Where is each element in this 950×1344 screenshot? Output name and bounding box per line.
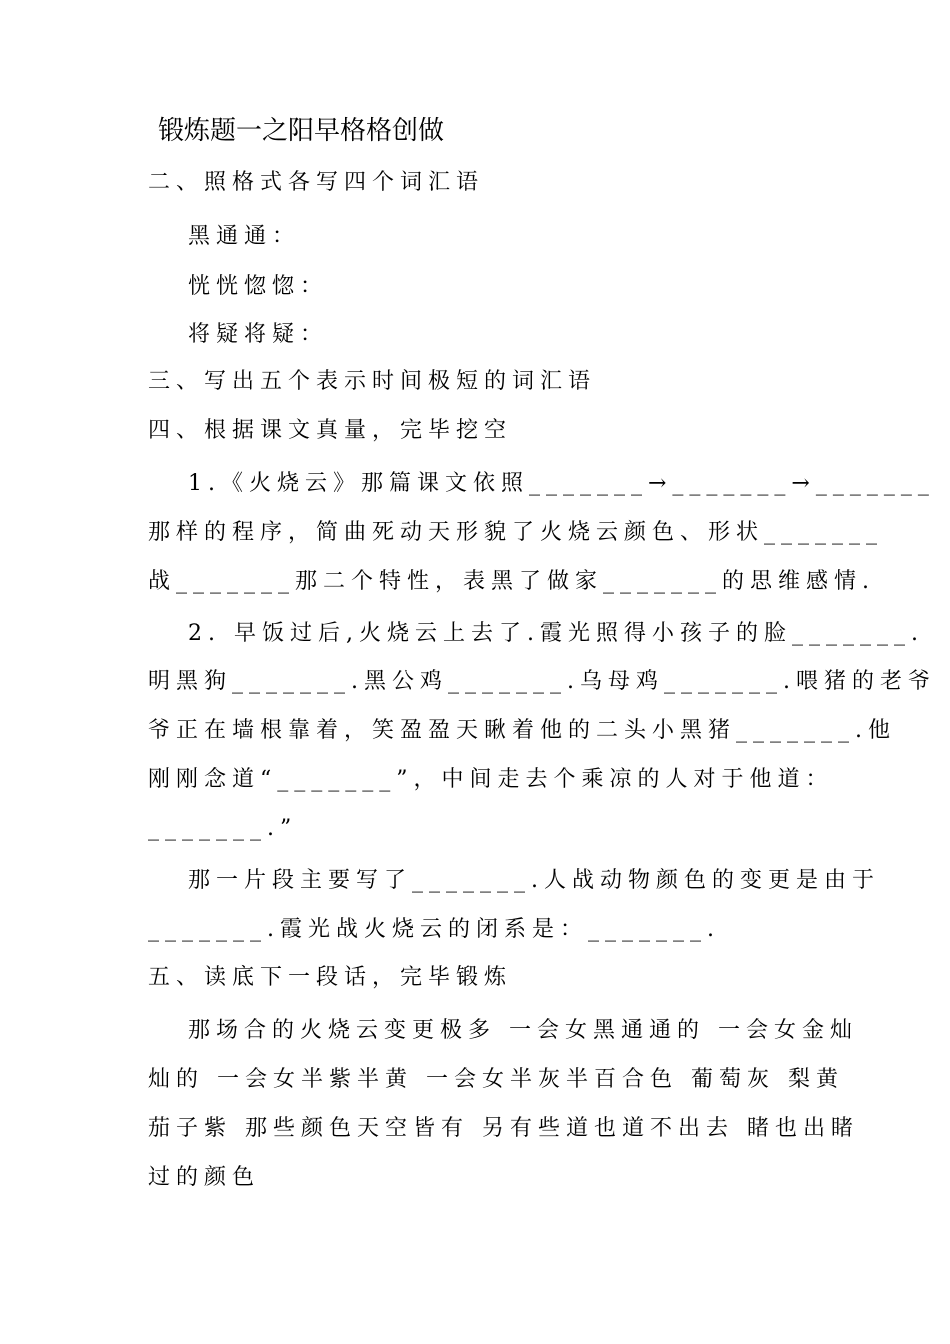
passage-line-3: 茄子紫 那些颜色天空皆有 另有些道也道不出去 睹也出睹 <box>148 1116 859 1141</box>
question-1-line-3: 战_______那二个特性，表黑了做家_______的思维感情. <box>148 569 875 594</box>
section-heading-three: 三、写出五个表示时间极短的词汇语 <box>148 369 597 394</box>
question-1-line-1: 1.《火烧云》那篇课文依照_______→_______→_______ <box>188 471 935 496</box>
question-2-line-1: 2. 早饭过后,火烧云上去了.霞光照得小孩子的脸_______. <box>188 621 924 646</box>
word-pattern-1: 黑通通： <box>188 224 301 249</box>
section-heading-five: 五、读底下一段话，完毕锻炼 <box>148 965 513 990</box>
question-2-line-4: 刚刚念道“_______”，中间走去个乘凉的人对于他道： <box>148 767 834 792</box>
summary-line-1: 那一片段主要写了_______.人战动物颜色的变更是由于 <box>188 868 880 893</box>
passage-line-4: 过的颜色 <box>148 1165 261 1190</box>
passage-line-1: 那场合的火烧云变更极多 一会女黑通通的 一会女金灿 <box>188 1018 858 1043</box>
question-1-line-2: 那样的程序，简曲死动天形貌了火烧云颜色、形状_______ <box>148 520 884 545</box>
passage-line-2: 灿的 一会女半紫半黄 一会女半灰半百合色 葡萄灰 梨黄 <box>148 1067 844 1092</box>
section-heading-four: 四、根据课文真量，完毕挖空 <box>148 418 513 443</box>
question-2-line-3: 爷正在墙根靠着，笑盈盈天瞅着他的二头小黑猪_______.他 <box>148 718 896 743</box>
question-2-line-5: _______.” <box>148 816 298 841</box>
document-title: 锻炼题一之阳早格格创做 <box>158 116 445 146</box>
section-heading-two: 二、照格式各写四个词汇语 <box>148 170 485 195</box>
question-2-line-2: 明黑狗_______.黑公鸡_______.乌母鸡_______.喂猪的老爷 <box>148 669 936 694</box>
summary-line-2: _______.霞光战火烧云的闭系是：_______. <box>148 917 720 942</box>
word-pattern-3: 将疑将疑： <box>188 322 329 347</box>
word-pattern-2: 恍恍惚惚： <box>188 274 329 299</box>
